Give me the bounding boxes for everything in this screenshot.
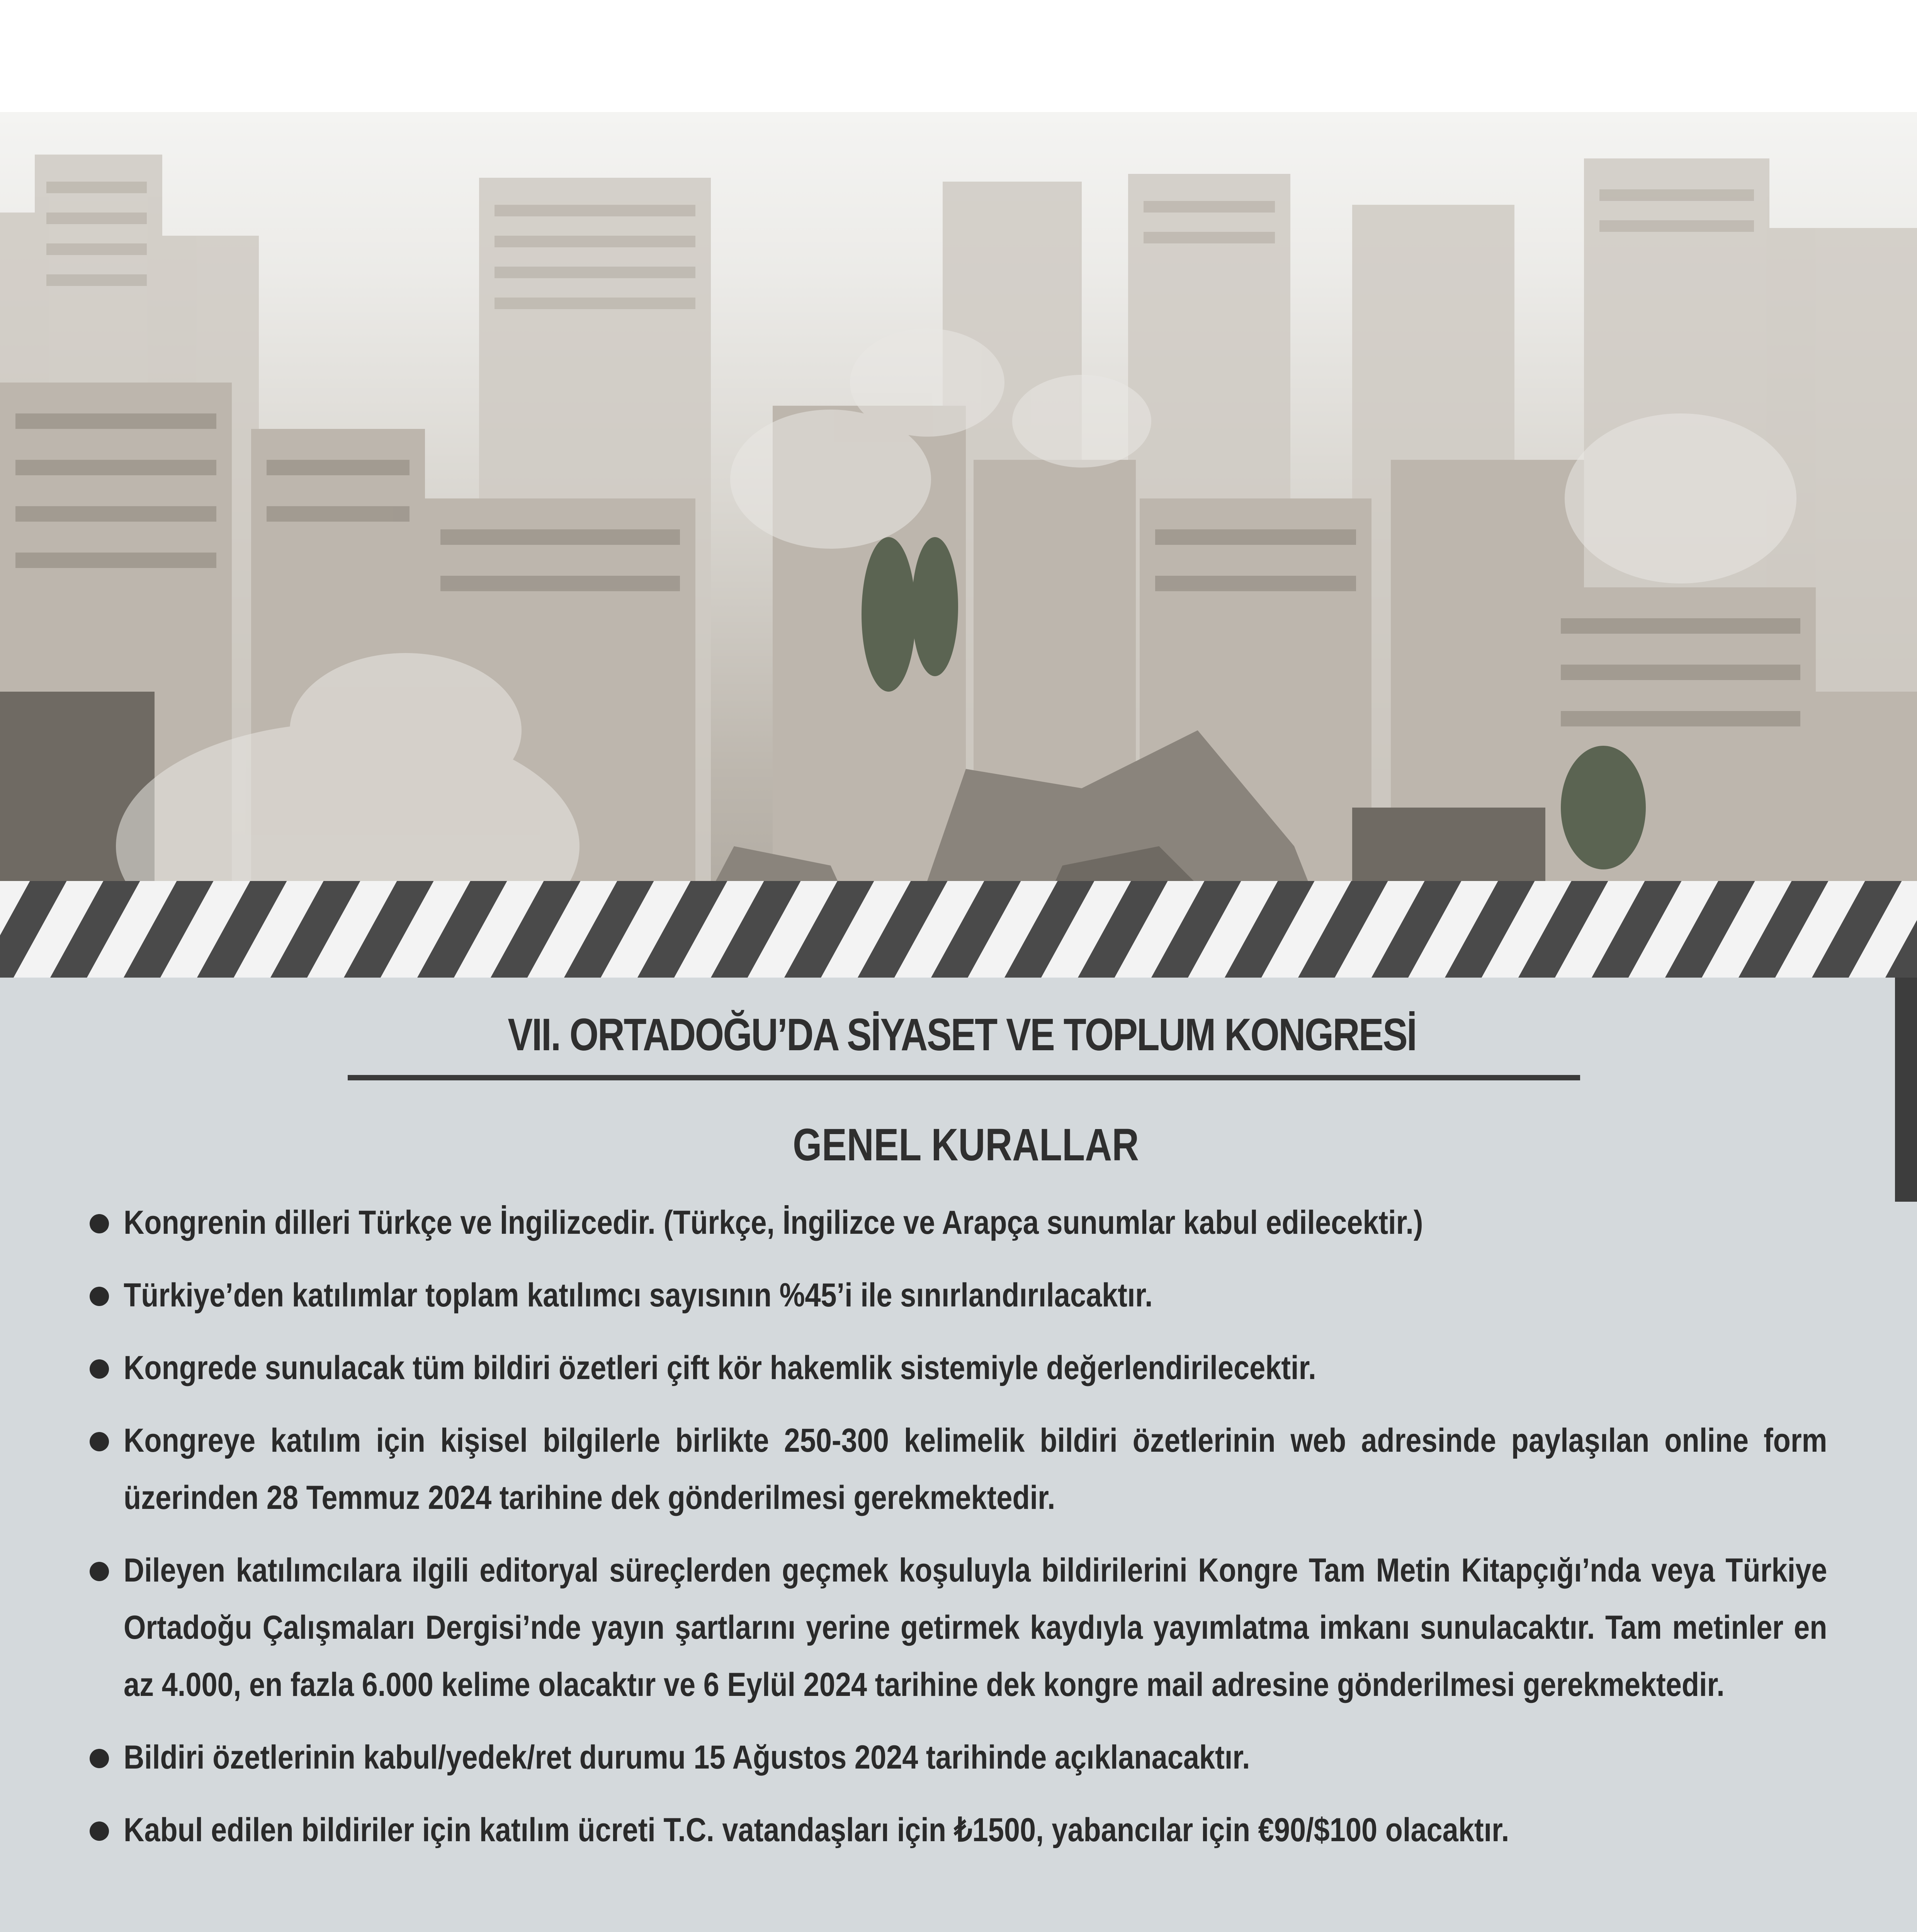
section-subtitle: GENEL KURALLAR [793,1119,1139,1170]
list-item [85,1412,1831,1526]
bullet-icon [90,1359,109,1379]
list-item [85,1339,1831,1396]
bullet-icon [90,1287,109,1306]
list-item [85,1194,1831,1251]
bullet-icon [90,1432,109,1451]
list-item [85,1801,1831,1859]
bullet-icon [90,1821,109,1841]
rule-text: Kongrenin dilleri Türkçe ve İngilizcedir. (Türkçe, İngilizce ve Arapça sunumlar kabul edilecektir.) [124,1204,1423,1241]
rule-text: Bildiri özetlerinin kabul/yedek/ret durumu 15 Ağustos 2024 tarihinde açıklanacaktır. [124,1739,1250,1776]
rule-text: Kongrede sunulacak tüm bildiri özetleri çift kör hakemlik sistemiyle değerlendirilecektir. [124,1349,1316,1386]
list-item [85,1267,1831,1324]
title-underline [348,1075,1580,1080]
hazard-stripe-top [0,881,1917,978]
rule-text: Dileyen katılımcılara ilgili editoryal süreçlerden geçmek koşuluyla bildirilerini Kongre Tam Metin Kitapçığı’nda veya Türkiye Ortadoğu Çalışmaları Dergisi’nde yayın şartlarını yerine getirmek kaydıyla yayımlatma imkanı sunulacaktır. Tam metinler en az 4.000, en fazla 6.000 kelime olacaktır ve 6 Eylül 2024 tarihine dek kongre mail adresine gönderilmesi gerekmektedir. [124,1552,1827,1703]
city-destruction-photo [0,112,1917,993]
bullet-icon [90,1749,109,1768]
rule-text: Kabul edilen bildiriler için katılım ücreti T.C. vatandaşları için ₺1500, yabancılar için €90/$100 olacaktır. [124,1811,1509,1849]
rule-text: Türkiye’den katılımlar toplam katılımcı sayısının %45’i ile sınırlandırılacaktır. [124,1277,1153,1314]
rule-text: Kongreye katılım için kişisel bilgilerle birlikte 250-300 kelimelik bildiri özetlerinin web adresinde paylaşılan online form üzerinden 28 Temmuz 2024 tarihine dek gönderilmesi gerekmektedir. [124,1422,1827,1516]
panel-corner-accent [1895,978,1917,1202]
rules-list [85,1194,1831,1874]
bullet-icon [90,1562,109,1581]
congress-title: VII. ORTADOĞU’DA SİYASET VE TOPLUM KONGRESİ [508,1009,1416,1060]
list-item [85,1729,1831,1786]
list-item [85,1542,1831,1713]
skyline-illustration [0,112,1917,993]
bullet-icon [90,1214,109,1233]
